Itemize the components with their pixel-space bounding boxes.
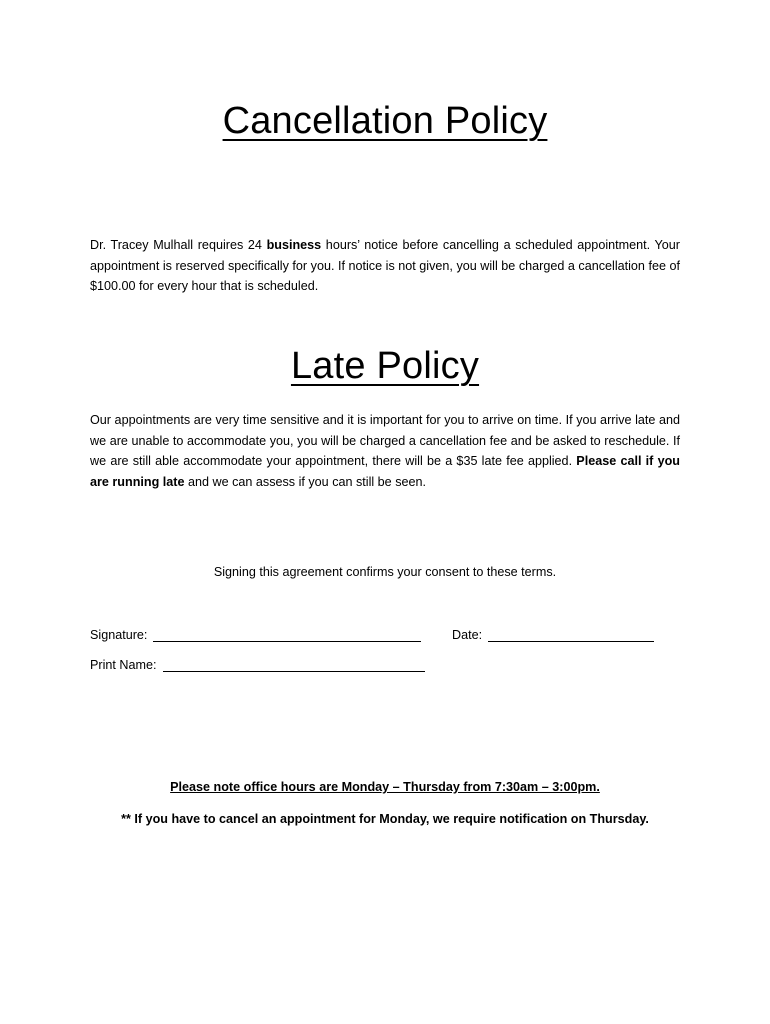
late-text-part2: and we can assess if you can still be seen. xyxy=(184,474,426,489)
late-text-bold: Please call if you are running late xyxy=(90,454,680,489)
late-policy-text xyxy=(90,410,680,492)
monday-cancellation-notice: ** If you have to cancel an appointment for Monday, we require notification on Thursday. xyxy=(121,812,649,826)
signature-label: Signature: xyxy=(90,628,148,642)
print-name-row xyxy=(90,657,425,672)
date-row xyxy=(452,627,654,642)
cancellation-text-bold: business xyxy=(266,238,322,252)
cancellation-policy-title: Cancellation Policy xyxy=(222,100,548,142)
cancellation-text-part2: hours’ notice before cancelling a scheduled appointment. Your appointment is reserved specifically for you. If notice is not given, you will be charged a cancellation fee of $100.00 for every hour that is scheduled. xyxy=(90,238,680,294)
signature-row xyxy=(90,627,421,642)
cancellation-policy-text xyxy=(90,235,680,297)
late-text-part1: Our appointments are very time sensitive and it is important for you to arrive on time. If you arrive late and we are unable to accommodate you, you will be charged a cancellation fee and be asked to reschedule. If we are still able accommodate your appointment, there will be a $35 late fee applied. xyxy=(90,413,680,469)
date-field[interactable] xyxy=(488,627,654,642)
office-hours-notice: Please note office hours are Monday – Thursday from 7:30am – 3:00pm. xyxy=(170,780,600,794)
print-name-field[interactable] xyxy=(163,657,425,672)
date-label: Date: xyxy=(452,628,483,642)
late-policy-title: Late Policy xyxy=(290,345,480,387)
cancellation-text-part1: Dr. Tracey Mulhall requires 24 xyxy=(90,238,267,252)
signature-field[interactable] xyxy=(153,627,421,642)
consent-statement: Signing this agreement confirms your consent to these terms. xyxy=(213,565,557,579)
print-name-label: Print Name: xyxy=(90,658,157,672)
